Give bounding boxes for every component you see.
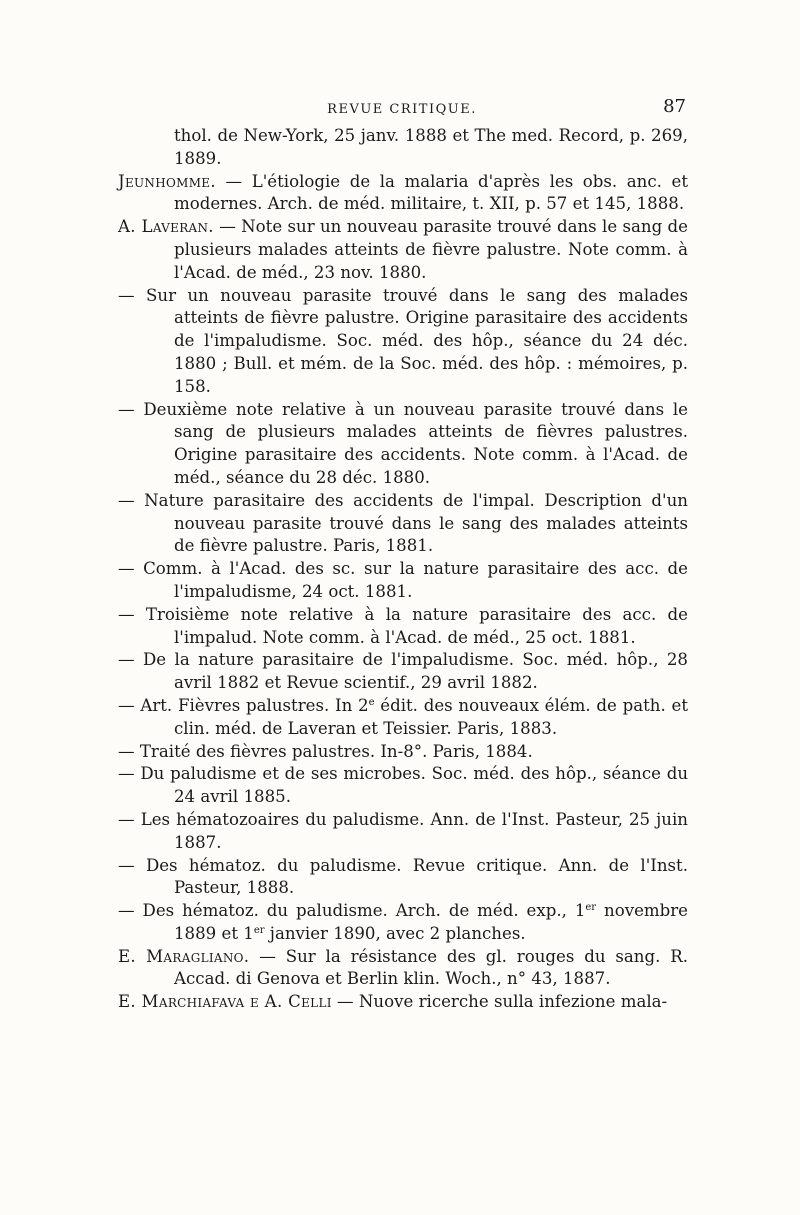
entry-text: — Sur un nouveau parasite trouvé dans le sang des malades atteints de fièvre palustre. Origine parasitaire des accidents de l'impaludisme. Soc. méd. des hôp., séance du 24 déc. 1880 ; Bull. et mém. de la Soc. méd. des hôp. : mémoires, p. 158. (118, 285, 688, 396)
bibliography-list (118, 125, 688, 1014)
entry-text: — Nature parasitaire des accidents de l'impal. Description d'un nouveau parasite trouvé dans le sang des malades atteints de fièvre palustre. Paris, 1881. (118, 490, 688, 556)
bibliography-entry (118, 695, 688, 741)
entry-text: — Du paludisme et de ses microbes. Soc. méd. des hôp., séance du 24 avril 1885. (118, 764, 688, 807)
entry-author: E. Marchiafava e A. Celli (118, 992, 332, 1012)
entry-text: — Les hématozoaires du paludisme. Ann. de l'Inst. Pasteur, 25 juin 1887. (118, 809, 688, 852)
entry-text: — Nuove ricerche sulla infezione mala- (337, 992, 668, 1012)
bibliography-entry (118, 171, 688, 217)
bibliography-entry (118, 604, 688, 650)
ordinal-superscript: e (368, 696, 375, 708)
bibliography-entry (118, 741, 688, 764)
entry-text: — Traité des fièvres palustres. In-8°. Paris, 1884. (118, 741, 533, 761)
bibliography-entry (118, 216, 688, 284)
entry-author: A. Laveran. (118, 217, 214, 237)
bibliography-entry (118, 490, 688, 558)
bibliography-entry (118, 399, 688, 490)
entry-text: — L'étiologie de la malaria d'après les obs. anc. et modernes. Arch. de méd. militaire, t. XII, p. 57 et 145, 1888. (174, 171, 689, 214)
entry-text: édit. des nouveaux élém. de path. et clin. méd. de Laveran et Teissier. Paris, 1883. (174, 695, 688, 738)
running-title: REVUE CRITIQUE. (327, 102, 477, 117)
entry-text: janvier 1890, avec 2 planches. (264, 923, 526, 943)
entry-author: Jeunhomme. (118, 171, 216, 191)
entry-text: — Des hématoz. du paludisme. Arch. de méd. exp., 1 (118, 901, 586, 921)
bibliography-entry (118, 991, 688, 1014)
bibliography-entry (118, 763, 688, 809)
entry-text: — Des hématoz. du paludisme. Revue critique. Ann. de l'Inst. Pasteur, 1888. (118, 855, 688, 898)
bibliography-entry (118, 809, 688, 855)
bibliography-entry (118, 855, 688, 901)
entry-text: — Art. Fièvres palustres. In 2 (118, 695, 369, 715)
entry-text: — Note sur un nouveau parasite trouvé dans le sang de plusieurs malades atteints de fièvre palustre. Note comm. à l'Acad. de méd., 23 nov. 1880. (174, 217, 688, 282)
bibliography-entry (118, 649, 688, 695)
entry-author: E. Maragliano. (118, 946, 250, 966)
entry-text: thol. de New-York, 25 janv. 1888 et The med. Record, p. 269, 1889. (174, 126, 688, 168)
entry-text: — Troisième note relative à la nature parasitaire des acc. de l'impalud. Note comm. à l'Acad. de méd., 25 oct. 1881. (118, 604, 688, 647)
entry-text: — De la nature parasitaire de l'impaludisme. Soc. méd. hôp., 28 avril 1882 et Revue scientif., 29 avril 1882. (118, 650, 688, 693)
bibliography-entry (118, 285, 688, 399)
entry-text: — Comm. à l'Acad. des sc. sur la nature parasitaire des acc. de l'impaludisme, 24 oct. 1881. (118, 559, 688, 601)
bibliography-entry (118, 558, 688, 604)
entry-text: novembre 1889 et 1 (174, 901, 688, 943)
ordinal-superscript: er (253, 924, 265, 936)
bibliography-entry (118, 946, 688, 992)
page-header (118, 96, 686, 120)
page-number: 87 (663, 96, 686, 117)
bibliography-entry (118, 125, 688, 171)
entry-text: — Sur la résistance des gl. rouges du sang. R. Accad. di Genova et Berlin klin. Woch., n° 43, 1887. (174, 946, 688, 989)
bibliography-entry (118, 900, 688, 946)
ordinal-superscript: er (585, 902, 597, 914)
entry-text: — Deuxième note relative à un nouveau parasite trouvé dans le sang de plusieurs malades atteints de fièvres palustres. Origine parasitaire des accidents. Note comm. à l'Acad. de méd., séance du 28 déc. 1880. (118, 399, 688, 487)
